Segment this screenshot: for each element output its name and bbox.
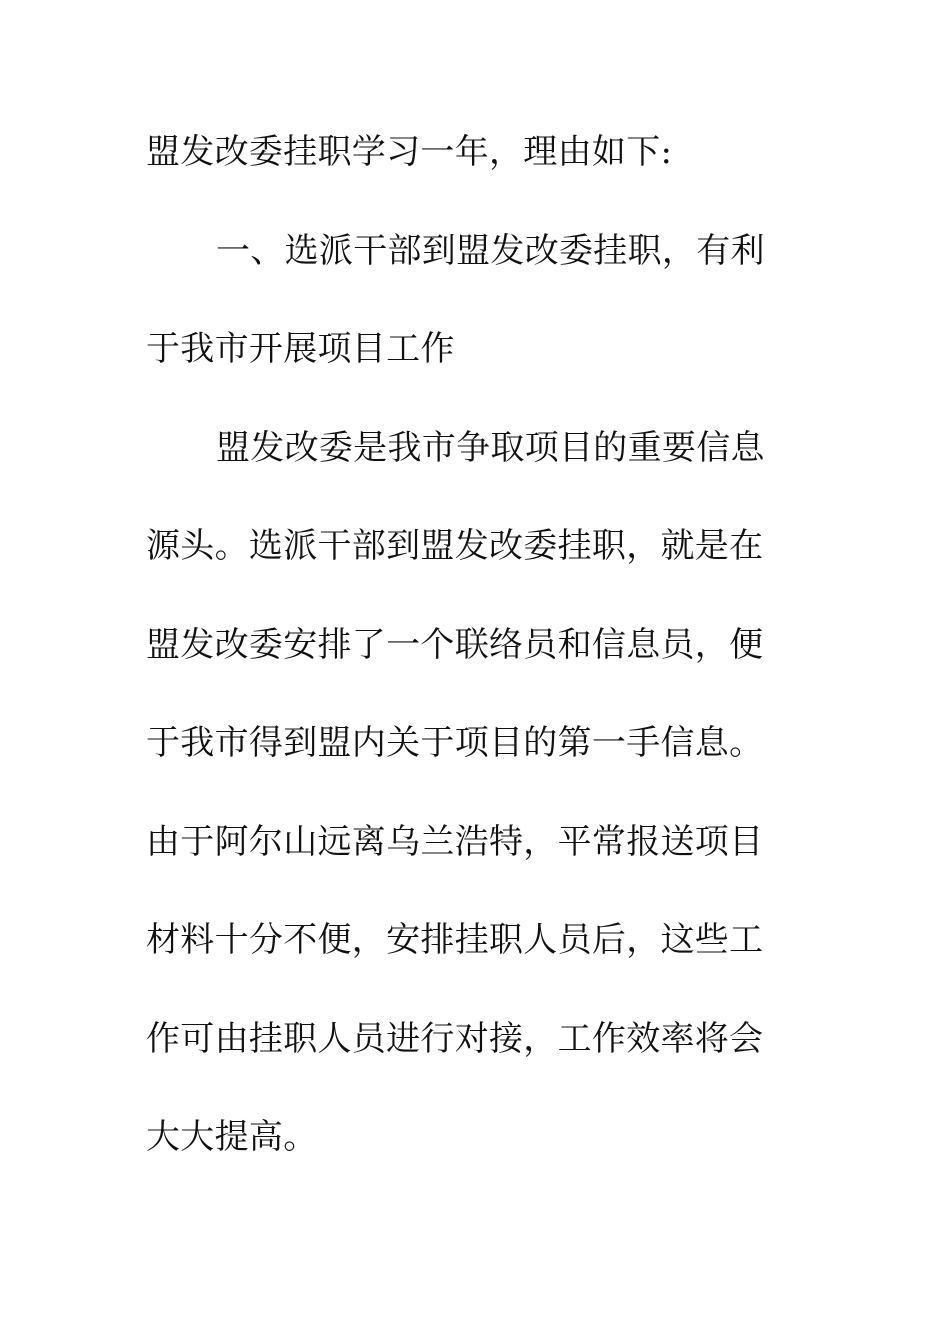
document-body <box>146 124 782 1208</box>
paragraph-line: 源头。选派干部到盟发改委挂职，就是在 <box>146 526 764 566</box>
section-heading-line-1: 一、选派干部到盟发改委挂职，有利 <box>216 230 765 271</box>
paragraph-line: 作可由挂职人员进行对接，工作效率将会 <box>146 1018 764 1059</box>
section-heading-line-2: 于我市开展项目工作 <box>146 329 455 369</box>
paragraph-line: 盟发改委是我市争取项目的重要信息 <box>216 427 765 468</box>
intro-line: 盟发改委挂职学习一年，理由如下: <box>146 132 673 172</box>
paragraph-line: 大大提高。 <box>146 1117 318 1157</box>
paragraph-line: 由于阿尔山远离乌兰浩特，平常报送项目 <box>146 821 764 862</box>
paragraph-line: 材料十分不便，安排挂职人员后，这些工 <box>146 920 764 960</box>
paragraph-line: 于我市得到盟内关于项目的第一手信息。 <box>146 723 764 763</box>
paragraph-line: 盟发改委安排了一个联络员和信息员，便 <box>146 624 764 665</box>
